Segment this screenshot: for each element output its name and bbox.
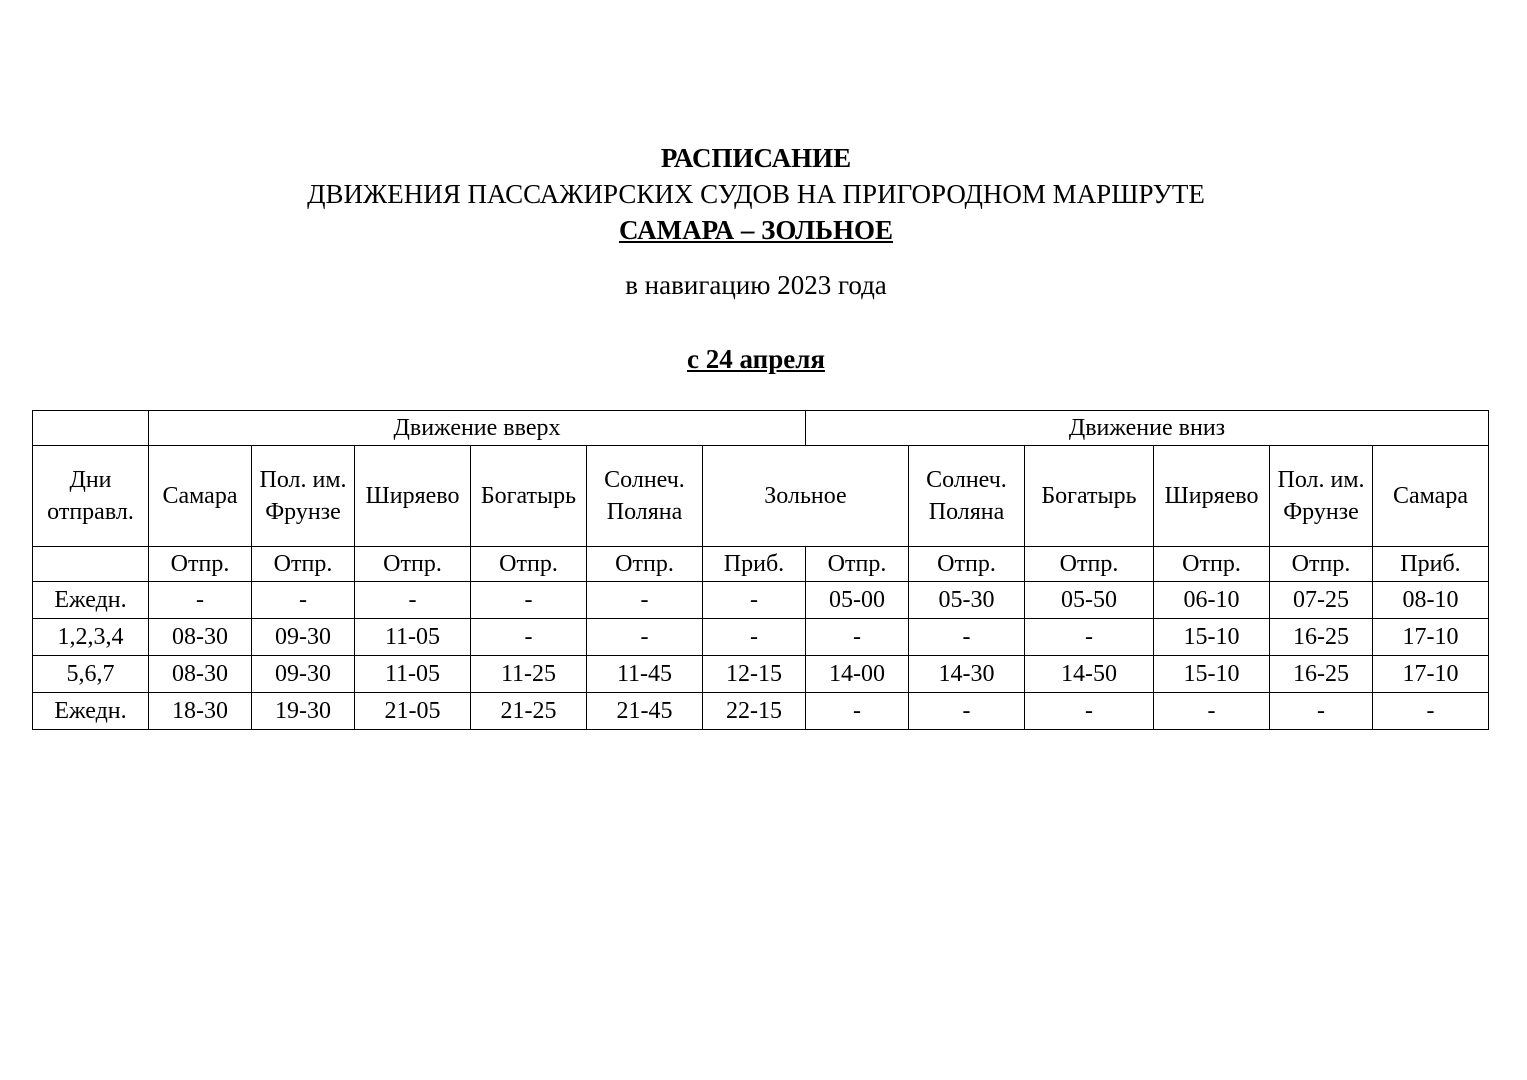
time-cell: 09-30 [252, 656, 355, 693]
time-cell: - [1025, 693, 1154, 730]
time-cell: 05-50 [1025, 582, 1154, 619]
days-cell: 1,2,3,4 [33, 619, 149, 656]
time-cell: 06-10 [1154, 582, 1270, 619]
time-cell: 14-50 [1025, 656, 1154, 693]
stop-header: Солнеч. Поляна [909, 446, 1025, 547]
time-cell: - [1270, 693, 1373, 730]
event-type-cell: Отпр. [587, 547, 703, 582]
direction-down-header: Движение вниз [806, 411, 1489, 446]
time-cell: 05-00 [806, 582, 909, 619]
time-cell: - [1154, 693, 1270, 730]
event-type-cell: Отпр. [1270, 547, 1373, 582]
time-cell: - [909, 619, 1025, 656]
time-cell: - [149, 582, 252, 619]
time-cell: - [355, 582, 471, 619]
stop-header: Ширяево [1154, 446, 1270, 547]
document-title: РАСПИСАНИЕ [660, 143, 852, 173]
time-cell: - [1025, 619, 1154, 656]
event-type-cell: Отпр. [806, 547, 909, 582]
days-cell: 5,6,7 [33, 656, 149, 693]
stop-header: Зольное [703, 446, 909, 547]
time-cell: 21-05 [355, 693, 471, 730]
stop-header: Солнеч. Поляна [587, 446, 703, 547]
time-cell: 07-25 [1270, 582, 1373, 619]
time-cell: 15-10 [1154, 619, 1270, 656]
event-type-row [33, 547, 1489, 582]
time-cell: 08-30 [149, 656, 252, 693]
stop-header: Ширяево [355, 446, 471, 547]
time-cell: - [703, 619, 806, 656]
days-cell: Ежедн. [33, 693, 149, 730]
stop-header: Самара [1373, 446, 1489, 547]
time-cell: 08-10 [1373, 582, 1489, 619]
document-title-line2: ДВИЖЕНИЯ ПАССАЖИРСКИХ СУДОВ НА ПРИГОРОДНОМ МАРШРУТЕ [307, 179, 1205, 209]
event-type-cell: Отпр. [149, 547, 252, 582]
time-cell: - [471, 619, 587, 656]
time-cell: - [252, 582, 355, 619]
time-cell: 16-25 [1270, 656, 1373, 693]
time-cell: - [909, 693, 1025, 730]
time-cell: 09-30 [252, 619, 355, 656]
effective-date: с 24 апреля [687, 344, 825, 374]
route-name: САМАРА – ЗОЛЬНОЕ [618, 215, 894, 245]
time-cell: 19-30 [252, 693, 355, 730]
time-cell: 14-00 [806, 656, 909, 693]
days-header: Дни отправл. [33, 446, 149, 547]
time-cell: 18-30 [149, 693, 252, 730]
document-header [0, 140, 1512, 377]
time-cell: 15-10 [1154, 656, 1270, 693]
stop-header: Пол. им. Фрунзе [252, 446, 355, 547]
time-cell: - [703, 582, 806, 619]
event-type-cell: Отпр. [471, 547, 587, 582]
time-cell: 17-10 [1373, 619, 1489, 656]
stops-row [33, 446, 1489, 547]
event-type-cell: Отпр. [1025, 547, 1154, 582]
time-cell: 05-30 [909, 582, 1025, 619]
days-cell: Ежедн. [33, 582, 149, 619]
time-cell: 17-10 [1373, 656, 1489, 693]
navigation-season: в навигацию 2023 года [625, 270, 887, 300]
schedule-table [32, 410, 1489, 730]
time-cell: 16-25 [1270, 619, 1373, 656]
time-cell: 22-15 [703, 693, 806, 730]
stop-header: Самара [149, 446, 252, 547]
empty-cell [33, 411, 149, 446]
time-cell: - [806, 619, 909, 656]
time-cell: 11-45 [587, 656, 703, 693]
schedule-row [33, 582, 1489, 619]
direction-up-header: Движение вверх [149, 411, 806, 446]
schedule-row [33, 693, 1489, 730]
schedule-row [33, 656, 1489, 693]
time-cell: 21-45 [587, 693, 703, 730]
stop-header: Богатырь [1025, 446, 1154, 547]
schedule-row [33, 619, 1489, 656]
event-type-cell: Отпр. [252, 547, 355, 582]
empty-cell [33, 547, 149, 582]
time-cell: - [471, 582, 587, 619]
event-type-cell: Отпр. [355, 547, 471, 582]
time-cell: 14-30 [909, 656, 1025, 693]
event-type-cell: Приб. [703, 547, 806, 582]
stop-header: Богатырь [471, 446, 587, 547]
time-cell: - [587, 619, 703, 656]
time-cell: 11-05 [355, 619, 471, 656]
time-cell: - [1373, 693, 1489, 730]
time-cell: 08-30 [149, 619, 252, 656]
time-cell: 21-25 [471, 693, 587, 730]
event-type-cell: Приб. [1373, 547, 1489, 582]
time-cell: - [587, 582, 703, 619]
time-cell: 12-15 [703, 656, 806, 693]
event-type-cell: Отпр. [1154, 547, 1270, 582]
event-type-cell: Отпр. [909, 547, 1025, 582]
time-cell: - [806, 693, 909, 730]
direction-row [33, 411, 1489, 446]
time-cell: 11-05 [355, 656, 471, 693]
stop-header: Пол. им. Фрунзе [1270, 446, 1373, 547]
time-cell: 11-25 [471, 656, 587, 693]
